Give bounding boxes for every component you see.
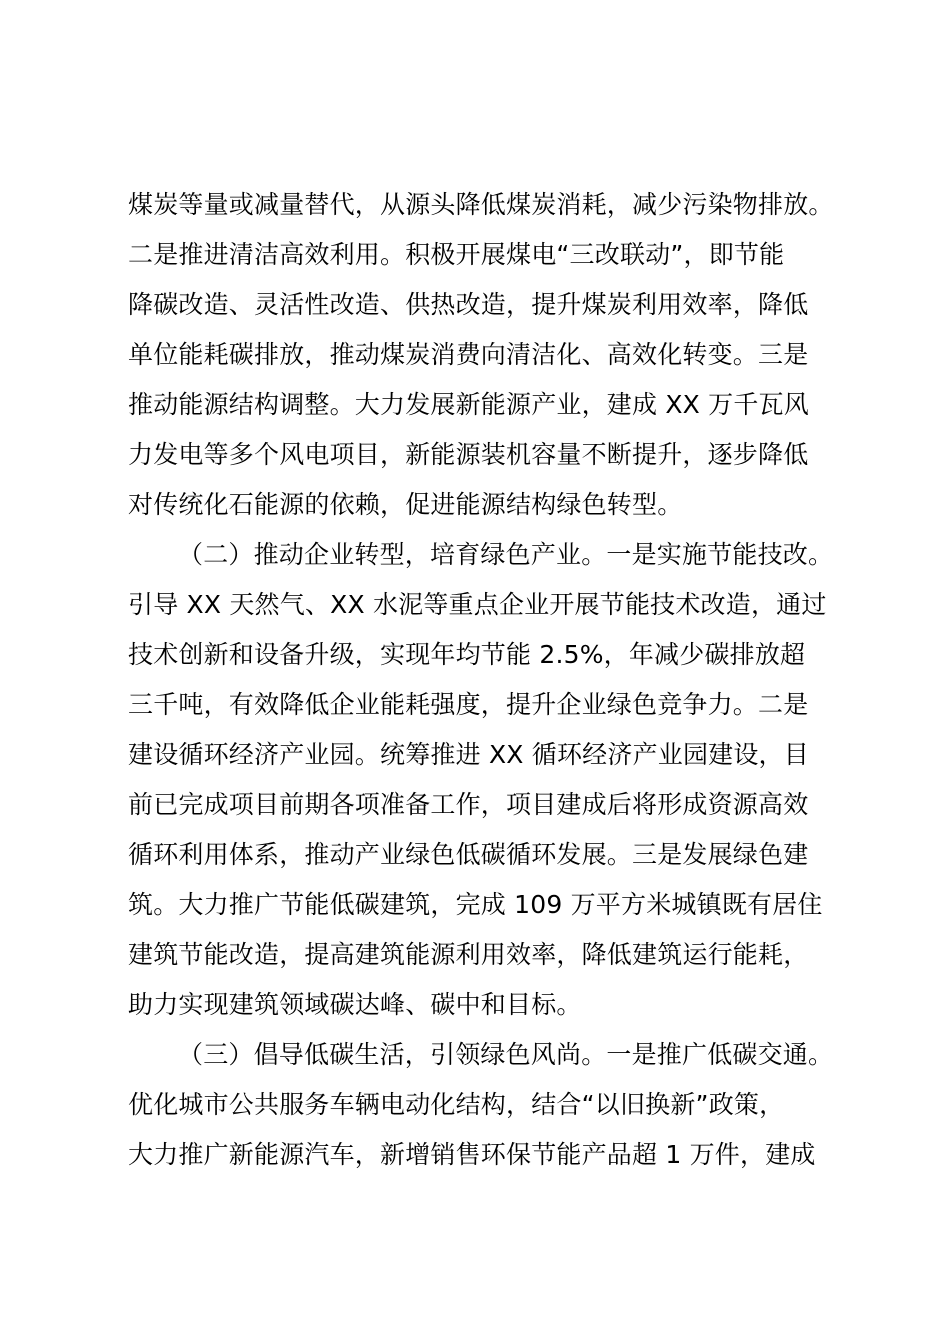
text-line: 单位能耗碳排放，推动煤炭消费向清洁化、高效化转变。三是	[128, 340, 809, 369]
text-line: 三千吨，有效降低企业能耗强度，提升企业绿色竞争力。二是	[128, 690, 809, 719]
document-body	[128, 180, 848, 1180]
text-line: 大力推广新能源汽车，新增销售环保节能产品超 1 万件，建成	[128, 1140, 816, 1169]
text-line: 降碳改造、灵活性改造、供热改造，提升煤炭利用效率，降低	[128, 290, 809, 319]
text-line: 建设循环经济产业园。统筹推进 XX 循环经济产业园建设，目	[128, 740, 809, 769]
text-line: 力发电等多个风电项目，新能源装机容量不断提升，逐步降低	[128, 440, 809, 469]
text-line: 建筑节能改造，提高建筑能源利用效率，降低建筑运行能耗，	[128, 940, 809, 969]
text-line: 筑。大力推广节能低碳建筑，完成 109 万平方米城镇既有居住	[128, 890, 823, 919]
text-line: 二是推进清洁高效利用。积极开展煤电“三改联动”，即节能	[128, 240, 785, 269]
text-line: 推动能源结构调整。大力发展新能源产业，建成 XX 万千瓦风	[128, 390, 809, 419]
text-line: 引导 XX 天然气、XX 水泥等重点企业开展节能技术改造，通过	[128, 590, 827, 619]
text-line: 对传统化石能源的依赖，促进能源结构绿色转型。	[128, 490, 683, 519]
text-line: 煤炭等量或减量替代，从源头降低煤炭消耗，减少污染物排放。	[128, 190, 834, 219]
text-line: 技术创新和设备升级，实现年均节能 2.5%，年减少碳排放超	[128, 640, 806, 669]
text-line: 循环利用体系，推动产业绿色低碳循环发展。三是发展绿色建	[128, 840, 809, 869]
text-line: 助力实现建筑领域碳达峰、碳中和目标。	[128, 990, 582, 1019]
paragraph-heading-line: （二）推动企业转型，培育绿色产业。一是实施节能技改。	[178, 540, 834, 569]
paragraph-heading-line: （三）倡导低碳生活，引领绿色风尚。一是推广低碳交通。	[178, 1040, 834, 1069]
text-line: 优化城市公共服务车辆电动化结构，结合“以旧换新”政策，	[128, 1090, 785, 1119]
text-line: 前已完成项目前期各项准备工作，项目建成后将形成资源高效	[128, 790, 809, 819]
